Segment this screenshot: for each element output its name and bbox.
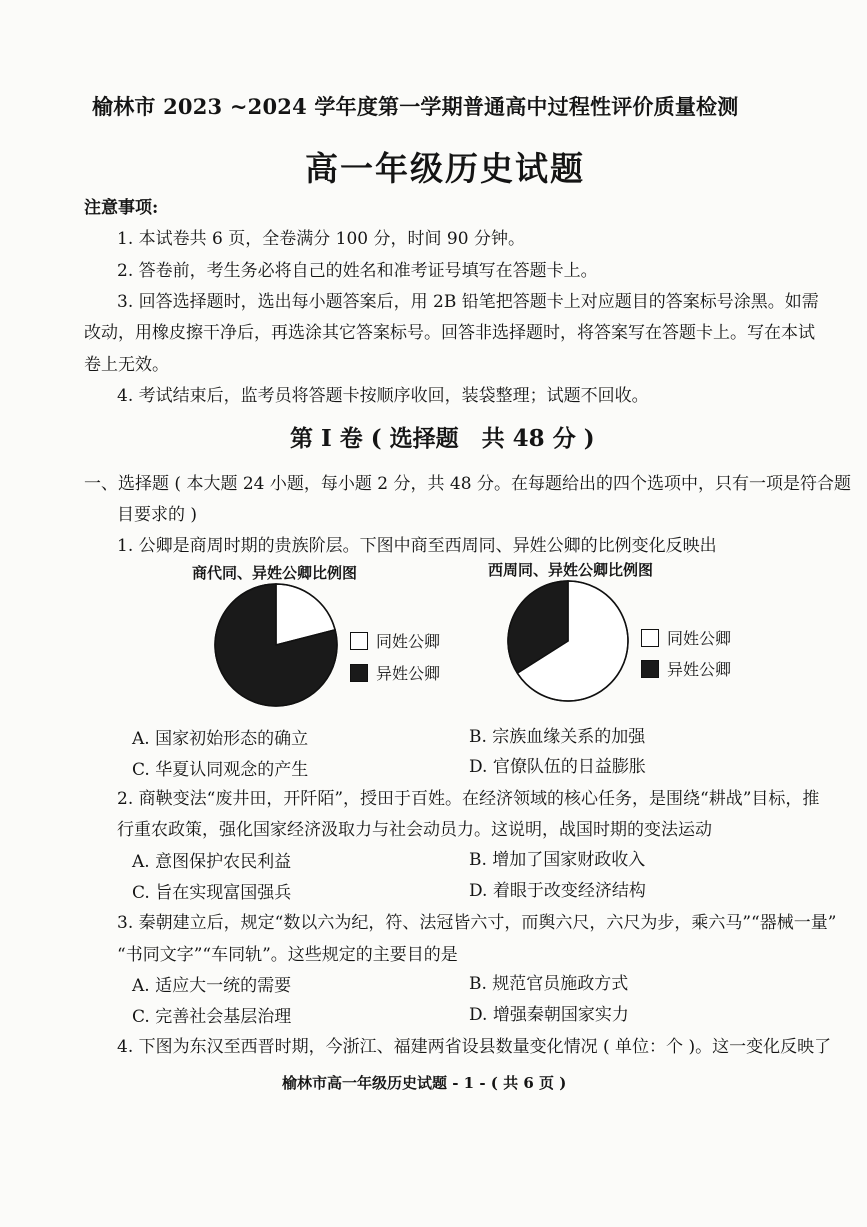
chart-1-legend-label-diff: 异姓公卿 [376, 664, 441, 683]
chart-1-legend-label-same: 同姓公卿 [376, 632, 441, 651]
q3-option-d: D. 增强秦朝国家实力 [469, 1005, 629, 1025]
notice-item-2: 2. 答卷前，考生务必将自己的姓名和准考证号填写在答题卡上。 [117, 261, 598, 281]
q3-option-a: A. 适应大一统的需要 [132, 976, 292, 996]
q1-stem: 1. 公卿是商周时期的贵族阶层。下图中商至西周同、异姓公卿的比例变化反映出 [117, 536, 717, 556]
q3-stem-line-2: “书同文字”“车同轨”。这些规定的主要目的是 [117, 945, 458, 965]
section-title: 第 Ⅰ 卷 ( 选择题 共 48 分 ) [290, 425, 595, 452]
chart-2-pie [506, 579, 630, 703]
q3-stem-line-1: 3. 秦朝建立后，规定“数以六为纪，符、法冠皆六寸，而舆六尺，六尺为步，乘六马”“器械一量” [117, 913, 837, 933]
q2-option-c: C. 旨在实现富国强兵 [132, 883, 292, 903]
chart-2-legend-swatch-diff [641, 660, 659, 678]
q1-option-c: C. 华夏认同观念的产生 [132, 760, 309, 780]
section-intro-line-2: 目要求的 ) [117, 505, 198, 525]
page-title: 高一年级历史试题 [305, 149, 585, 188]
chart-2-legend-label-same: 同姓公卿 [667, 629, 732, 648]
q3-option-c: C. 完善社会基层治理 [132, 1007, 292, 1027]
chart-2-legend-diff [641, 657, 731, 680]
chart-2-legend-same [641, 626, 731, 649]
q4-stem: 4. 下图为东汉至西晋时期，今浙江、福建两省设县数量变化情况 ( 单位：个 )。这一变化反映了 [117, 1037, 832, 1057]
notice-item-1: 1. 本试卷共 6 页，全卷满分 100 分，时间 90 分钟。 [117, 229, 525, 249]
q2-option-b: B. 增加了国家财政收入 [469, 850, 646, 870]
q3-option-b: B. 规范官员施政方式 [469, 974, 629, 994]
chart-1-legend-same [350, 629, 440, 652]
chart-1-legend-diff [350, 661, 440, 684]
chart-1-pie [213, 582, 339, 708]
chart-1-title: 商代同、异姓公卿比例图 [192, 564, 358, 582]
exam-header: 榆林市 2023 ~2024 学年度第一学期普通高中过程性评价质量检测 [92, 94, 739, 119]
q2-stem-line-1: 2. 商鞅变法“废井田，开阡陌”，授田于百姓。在经济领域的核心任务，是围绕“耕战”目标，推 [117, 789, 820, 809]
q1-option-b: B. 宗族血缘关系的加强 [469, 727, 646, 747]
chart-2-title: 西周同、异姓公卿比例图 [488, 561, 654, 579]
chart-2-legend-label-diff: 异姓公卿 [667, 660, 732, 679]
chart-1-legend-swatch-diff [350, 664, 368, 682]
chart-2-legend-swatch-same [641, 629, 659, 647]
q1-option-d: D. 官僚队伍的日益膨胀 [469, 757, 646, 777]
notice-item-3-line-1: 3. 回答选择题时，选出每小题答案后，用 2B 铅笔把答题卡上对应题目的答案标号涂黑。如需 [117, 292, 819, 312]
q2-option-a: A. 意图保护农民利益 [132, 852, 292, 872]
notice-item-3-line-3: 卷上无效。 [84, 355, 169, 375]
q2-stem-line-2: 行重农政策，强化国家经济汲取力与社会动员力。这说明，战国时期的变法运动 [117, 820, 712, 840]
notice-item-4: 4. 考试结束后，监考员将答题卡按顺序收回，装袋整理；试题不回收。 [117, 386, 649, 406]
notice-item-3-line-2: 改动，用橡皮擦干净后，再选涂其它答案标号。回答非选择题时，将答案写在答题卡上。写在本试 [84, 323, 815, 343]
chart-1-legend-swatch-same [350, 632, 368, 650]
section-intro-line-1: 一、选择题 ( 本大题 24 小题，每小题 2 分，共 48 分。在每题给出的四个选项中，只有一项是符合题 [84, 474, 851, 494]
q2-option-d: D. 着眼于改变经济结构 [469, 881, 646, 901]
page-footer: 榆林市高一年级历史试题 - 1 - ( 共 6 页 ) [282, 1074, 567, 1092]
q1-option-a: A. 国家初始形态的确立 [132, 729, 309, 749]
notice-heading: 注意事项: [84, 198, 159, 218]
